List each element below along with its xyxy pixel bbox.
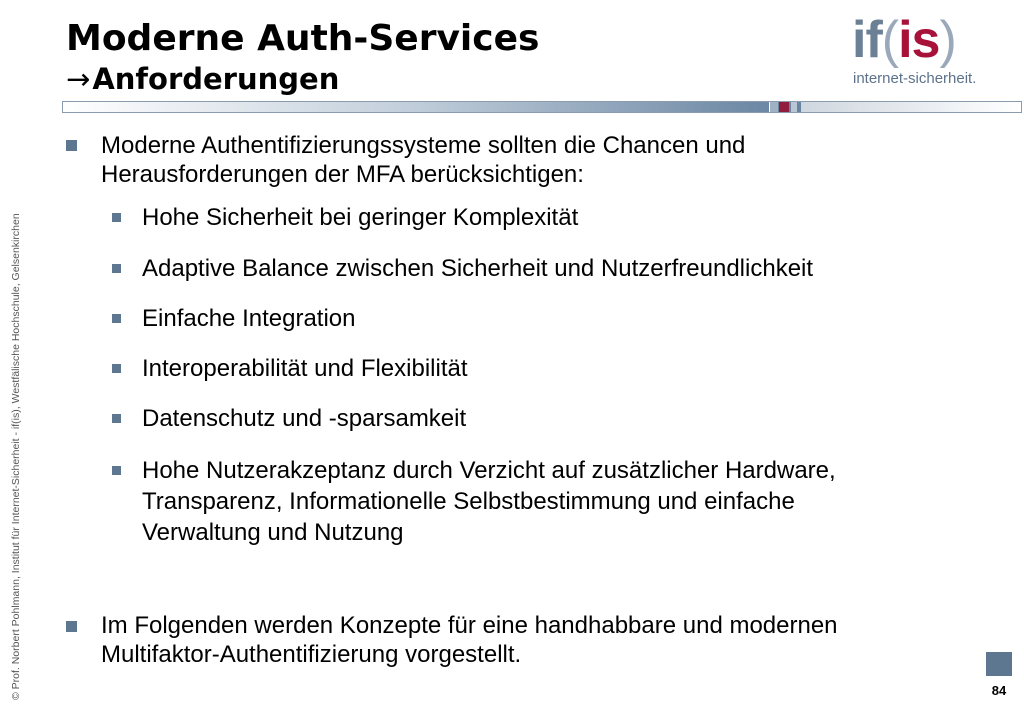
bullet-square-icon [112,264,121,273]
bar-square-accent [779,102,789,112]
ifis-logo [850,12,990,92]
bullet-square-icon [112,314,121,323]
slide-subtitle [66,61,339,97]
bullet-square-icon [112,466,121,475]
sub-bullet-item: Datenschutz und -sparsamkeit [142,405,467,432]
bullet-square-icon [112,364,121,373]
arrow-right-icon: → [66,62,91,96]
bullet-square-icon [66,621,77,632]
sub-bullet-item: Interoperabilität und Flexibilität [142,355,468,382]
sub-bullet-item: Einfache Integration [142,305,356,332]
sub-bullet-item: Adaptive Balance zwischen Sicherheit und Nutzerfreundlichkeit [142,255,814,282]
slide-title: Moderne Auth-Services [66,18,540,59]
header-divider-bar [62,101,1022,113]
bullet-square-icon [112,414,121,423]
bar-tail [801,102,1021,112]
bullet-outro: Im Folgenden werden Konzepte für eine handhabbare und modernen Multifaktor-Authentifizierung vorgestellt. [101,612,838,668]
sub-bullet-item: Hohe Sicherheit bei geringer Komplexität [142,204,579,231]
logo-mark: if(is) [852,11,956,69]
corner-square [986,652,1012,676]
bullet-square-icon [66,140,77,151]
bullet-square-icon [112,213,121,222]
bullet-intro: Moderne Authentifizierungssysteme sollten die Chancen und Herausforderungen der MFA berücksichtigen: [101,132,746,188]
logo-tagline: internet-sicherheit. [853,70,977,87]
copyright-note: © Prof. Norbert Pohlmann, Institut für Internet-Sicherheit - if(is), Westfälische Hochschule, Gelsenkirchen [10,213,22,700]
subtitle-text: Anforderungen [92,62,340,96]
bar-square [769,102,778,112]
page-number: 84 [991,683,1007,698]
sub-bullet-item: Hohe Nutzerakzeptanz durch Verzicht auf zusätzlicher Hardware, Transparenz, Informationelle Selbstbestimmung und einfache Verwaltung und Nutzung [142,457,836,546]
bar-square [791,102,797,112]
